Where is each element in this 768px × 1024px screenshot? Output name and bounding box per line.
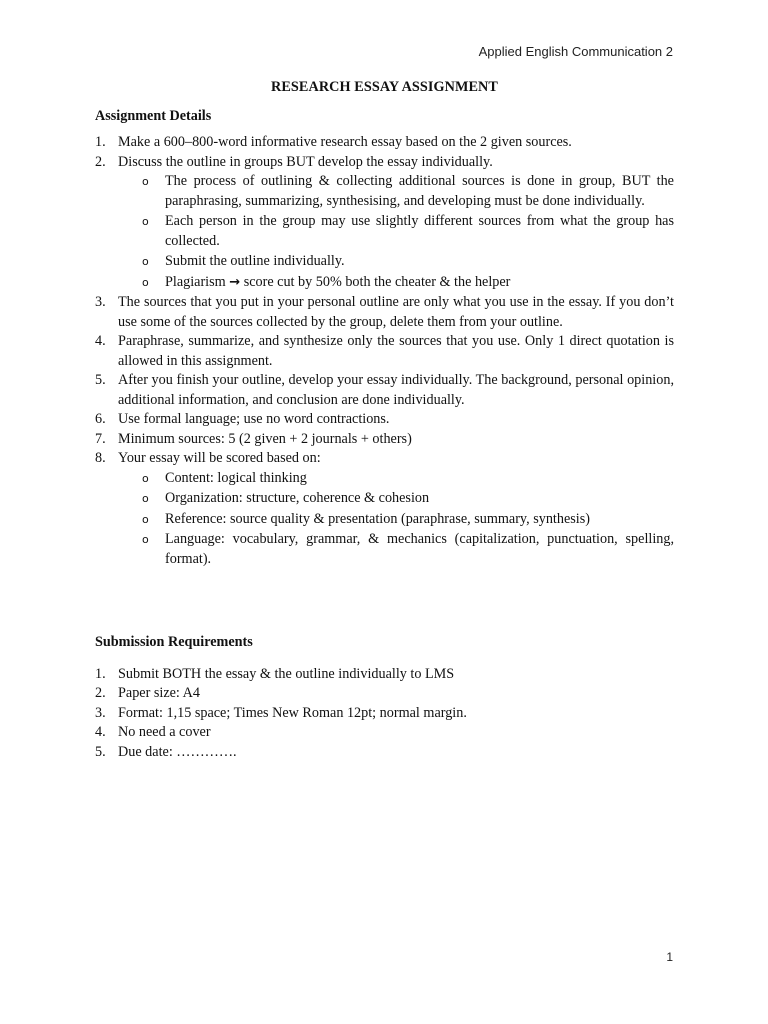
list-item: [95, 743, 674, 763]
bullet-icon: o: [142, 533, 149, 546]
list-item-text: Submit BOTH the essay & the outline individually to LMS: [118, 665, 455, 682]
list-item-text: Your essay will be scored based on:: [118, 450, 321, 466]
bullet-text: Content: logical thinking: [165, 469, 307, 486]
list-item-text: The sources that you put in your personal outline are only what you use in the essay. If you don’t use some of the sources collected by the group, delete them from your outline.: [118, 294, 674, 330]
document-body: [95, 78, 674, 570]
bullet-icon: o: [142, 215, 149, 228]
bullet-item-plagiarism: [118, 273, 674, 293]
bullet-item: [118, 172, 674, 211]
running-header: Applied English Communication 2: [478, 44, 673, 59]
bullet-icon: o: [142, 175, 149, 188]
list-item-text: No need a cover: [118, 724, 211, 740]
list-item: [95, 684, 674, 704]
list-number: 4.: [95, 724, 106, 740]
list-number: 6.: [95, 411, 106, 427]
list-number: 2.: [95, 685, 106, 701]
list-number: 3.: [95, 704, 106, 721]
assignment-details-list-continued: [95, 293, 674, 469]
list-item: [95, 665, 674, 685]
bullet-icon: o: [142, 492, 149, 505]
plagiarism-label: Plagiarism: [165, 273, 226, 290]
submission-requirements-heading: Submission Requirements: [95, 634, 253, 650]
list-item: [95, 410, 674, 430]
list-item: [95, 704, 674, 724]
bullet-item: [118, 252, 674, 272]
document-title: RESEARCH ESSAY ASSIGNMENT: [271, 79, 498, 95]
bullet-text: Submit the outline individually.: [165, 253, 345, 269]
assignment-details-list: [95, 133, 674, 172]
bullet-item: [118, 469, 674, 489]
bullet-icon: o: [142, 471, 149, 485]
page-number: 1: [666, 950, 673, 964]
submission-section: [95, 633, 674, 762]
bullet-item: [118, 212, 674, 251]
list-number: 1.: [95, 665, 106, 682]
bullet-text: Reference: source quality & presentation (paraphrase, summary, synthesis): [165, 510, 590, 527]
bullet-icon: o: [142, 275, 149, 289]
list-item-text: Use formal language; use no word contractions.: [118, 411, 390, 427]
list-item-text: Discuss the outline in groups BUT develop the essay individually.: [118, 153, 493, 170]
list-item-text: Make a 600–800-word informative research essay based on the 2 given sources.: [118, 134, 572, 150]
list-number: 1.: [95, 134, 106, 150]
assignment-details-heading: Assignment Details: [95, 107, 212, 124]
bullet-item: [118, 489, 674, 509]
list-number: 5.: [95, 743, 106, 760]
group-work-bullets: [95, 172, 674, 292]
list-item: [95, 133, 674, 153]
list-item: [95, 332, 674, 371]
list-number: 3.: [95, 294, 106, 310]
list-item: [95, 293, 674, 332]
list-item: [95, 449, 674, 469]
list-number: 2.: [95, 153, 106, 170]
submission-requirements-list: [95, 665, 674, 763]
list-item: [95, 371, 674, 410]
list-item-text: Minimum sources: 5 (2 given + 2 journals + others): [118, 430, 412, 447]
list-item-text: Paper size: A4: [118, 685, 200, 701]
bullet-icon: o: [142, 255, 149, 268]
list-item: [95, 153, 674, 173]
list-number: 5.: [95, 372, 106, 388]
right-arrow-icon: →: [229, 274, 241, 290]
list-item: [95, 723, 674, 743]
list-item-text: Due date: ………….: [118, 743, 237, 760]
plagiarism-penalty: score cut by 50% both the cheater & the helper: [243, 273, 511, 290]
list-number: 4.: [95, 333, 106, 349]
list-number: 8.: [95, 450, 106, 466]
list-item: [95, 430, 674, 450]
scoring-criteria-bullets: [95, 469, 674, 570]
bullet-text: Organization: structure, coherence & cohesion: [165, 490, 430, 506]
bullet-text: Each person in the group may use slightly different sources from what the group has collected.: [165, 213, 674, 249]
bullet-icon: o: [142, 512, 149, 526]
list-number: 7.: [95, 430, 106, 447]
bullet-item: [118, 510, 674, 530]
list-item-text: Paraphrase, summarize, and synthesize only the sources that you use. Only 1 direct quotation is allowed in this assignment.: [118, 333, 674, 369]
list-item-text: After you finish your outline, develop your essay individually. The background, personal opinion, additional information, and conclusion are done individually.: [118, 372, 674, 408]
bullet-text: The process of outlining & collecting additional sources is done in group, BUT the paraphrasing, summarizing, synthesising, and developing must be done individually.: [165, 173, 674, 209]
bullet-item: [118, 530, 674, 569]
list-item-text: Format: 1,15 space; Times New Roman 12pt; normal margin.: [118, 704, 467, 721]
bullet-text: Language: vocabulary, grammar, & mechanics (capitalization, punctuation, spelling, format).: [165, 531, 674, 567]
